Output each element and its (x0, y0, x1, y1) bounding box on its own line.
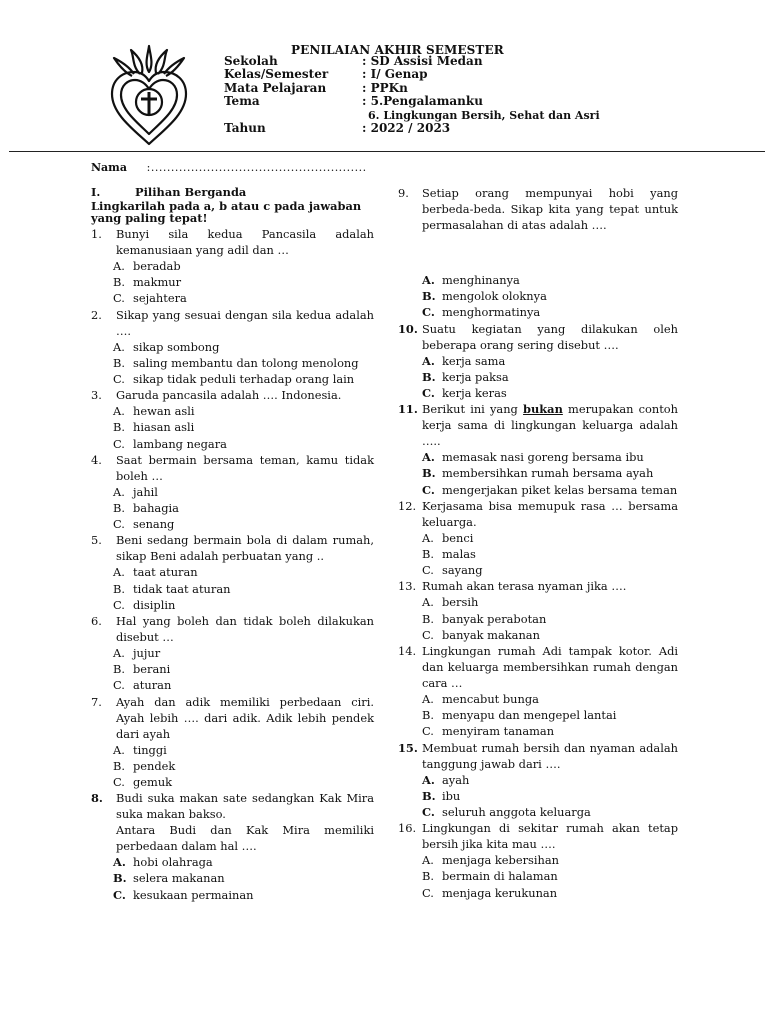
question (91, 226, 374, 258)
option-text: memasak nasi goreng bersama ibu (442, 450, 644, 465)
option-text: aturan (133, 678, 172, 693)
header-key: Tahun (224, 120, 266, 135)
question-text: Membuat rumah bersih dan nyaman adalah tanggung jawab dari …. (422, 740, 678, 771)
option-letter: C. (113, 887, 126, 902)
answer-option (398, 885, 678, 901)
answer-option (398, 530, 678, 546)
option-letter: C. (422, 805, 435, 820)
option-letter: B. (422, 611, 434, 626)
option-letter: A. (422, 353, 435, 368)
question (398, 185, 678, 233)
question (91, 613, 374, 645)
option-letter: B. (422, 289, 436, 304)
section-number: I. (91, 185, 101, 199)
option-letter: C. (422, 627, 434, 642)
question (398, 321, 678, 353)
answer-option (91, 419, 374, 435)
section-heading (91, 185, 374, 199)
answer-option (91, 484, 374, 500)
option-text: hewan asli (133, 404, 195, 419)
option-text: selera makanan (133, 871, 225, 886)
option-text: kerja sama (442, 353, 506, 368)
option-letter: C. (113, 291, 125, 306)
option-text: gemuk (133, 775, 173, 790)
option-text: saling membantu dan tolong menolong (133, 355, 359, 370)
option-letter: C. (422, 386, 435, 401)
option-text: mengolok oloknya (442, 289, 547, 304)
name-label: Nama (91, 161, 127, 174)
answer-option (398, 691, 678, 707)
answer-option (91, 403, 374, 419)
option-letter: B. (422, 708, 434, 723)
option-letter: A. (422, 692, 434, 707)
option-text: ibu (442, 788, 461, 803)
option-letter: A. (113, 855, 126, 870)
answer-option (398, 304, 678, 320)
right-column (398, 185, 678, 901)
question (91, 790, 374, 854)
answer-option (91, 870, 374, 886)
header-value: 6. Lingkungan Bersih, Sehat dan Asri (368, 108, 600, 122)
option-text: berani (133, 662, 171, 677)
option-text: seluruh anggota keluarga (442, 805, 591, 820)
option-letter: A. (422, 273, 435, 287)
option-letter: B. (422, 788, 436, 803)
option-text: menghinanya (442, 273, 520, 287)
question-text: Suatu kegiatan yang dilakukan oleh beberapa orang sering disebut …. (422, 321, 678, 352)
question-text: Sikap yang sesuai dengan sila kedua adalah …. (116, 307, 374, 338)
header-info (224, 55, 600, 135)
question-number: 15. (398, 740, 418, 755)
answer-option (398, 772, 678, 788)
option-letter: C. (113, 436, 125, 451)
header-value: : I/ Genap (362, 67, 428, 82)
answer-option (91, 436, 374, 452)
option-text: sejahtera (133, 291, 187, 306)
option-text: lambang negara (133, 436, 227, 451)
option-text: makmur (133, 275, 182, 290)
header-row (224, 82, 600, 95)
question-text: Setiap orang mempunyai hobi yang berbeda-beda. Sikap kita yang tepat untuk permasalahan di atas adalah …. (422, 186, 678, 232)
answer-option (398, 788, 678, 804)
answer-option (91, 677, 374, 693)
option-letter: C. (422, 724, 434, 739)
option-letter: C. (422, 482, 435, 497)
question-text: Lingkungan di sekitar rumah akan tetap bersih jika kita mau …. (422, 821, 678, 852)
option-letter: A. (113, 484, 125, 499)
answer-option (91, 371, 374, 387)
option-letter: A. (113, 259, 125, 273)
option-text: menghormatinya (442, 305, 541, 320)
question (91, 694, 374, 742)
option-letter: C. (113, 372, 125, 387)
answer-option (398, 562, 678, 578)
answer-option (398, 385, 678, 401)
section-title: Pilihan Berganda (135, 185, 247, 199)
school-logo-icon (104, 40, 194, 148)
question-number: 12. (398, 498, 417, 513)
option-letter: C. (422, 563, 434, 578)
question-text: Garuda pancasila adalah …. Indonesia. (116, 388, 342, 403)
answer-option (91, 516, 374, 532)
header-row (224, 95, 600, 108)
emphasis-word: bukan (523, 402, 563, 417)
question-text: Hal yang boleh dan tidak boleh dilakukan disebut … (116, 614, 374, 645)
option-text: bersih (442, 595, 479, 610)
answer-option (91, 887, 374, 903)
question (91, 387, 374, 403)
option-text: menjaga kerukunan (442, 885, 558, 900)
option-text: kerja keras (442, 386, 507, 401)
option-letter: B. (422, 869, 434, 884)
option-text: membersihkan rumah bersama ayah (442, 466, 654, 481)
option-letter: A. (422, 595, 434, 610)
option-letter: B. (113, 420, 125, 435)
option-letter: A. (422, 530, 434, 545)
answer-option (91, 581, 374, 597)
question-number: 10. (398, 321, 418, 336)
question-text: Lingkungan rumah Adi tampak kotor. Adi dan keluarga membersihkan rumah dengan cara … (422, 644, 678, 691)
header-row (224, 68, 600, 81)
option-text: kerja paksa (442, 369, 509, 384)
answer-option (91, 645, 374, 661)
left-column (91, 185, 374, 903)
answer-option (91, 564, 374, 580)
answer-option (91, 500, 374, 516)
option-letter: B. (113, 501, 125, 516)
answer-option (398, 465, 678, 481)
option-text: senang (133, 517, 175, 532)
option-letter: C. (113, 597, 125, 612)
answer-option (398, 852, 678, 868)
question (398, 740, 678, 772)
header-divider (9, 151, 765, 152)
option-text: menjaga kebersihan (442, 853, 559, 868)
option-letter: A. (422, 450, 435, 465)
question-text: Kerjasama bisa memupuk rasa … bersama keluarga. (422, 498, 678, 529)
question (91, 532, 374, 564)
question-number: 1. (91, 227, 102, 241)
answer-option (91, 597, 374, 613)
answer-option (91, 274, 374, 290)
question-number: 14. (398, 644, 417, 659)
question-number: 7. (91, 694, 102, 709)
option-text: sayang (442, 563, 483, 578)
answer-option (398, 353, 678, 369)
question (398, 820, 678, 852)
option-text: benci (442, 530, 474, 545)
option-text: pendek (133, 758, 176, 773)
question (398, 578, 678, 594)
option-text: sikap tidak peduli terhadap orang lain (133, 372, 355, 387)
answer-option (91, 774, 374, 790)
question-number: 6. (91, 614, 102, 629)
question-text: Saat bermain bersama teman, kamu tidak boleh … (116, 452, 374, 483)
answer-option (91, 854, 374, 870)
option-letter: A. (113, 404, 125, 419)
question-text: Berikut ini yang bukan merupakan contoh kerja sama di lingkungan keluarga adalah ….. (422, 402, 678, 449)
option-text: malas (442, 547, 476, 562)
answer-option (398, 272, 678, 288)
option-letter: B. (113, 758, 125, 773)
question (91, 452, 374, 484)
option-text: banyak makanan (442, 627, 540, 642)
blank-space (398, 233, 678, 272)
option-letter: C. (113, 678, 125, 693)
answer-option (398, 723, 678, 739)
option-text: bahagia (133, 501, 179, 516)
answer-option (398, 288, 678, 304)
instruction: Lingkarilah pada a, b atau c pada jawaban yang paling tepat! (91, 199, 362, 225)
option-letter: C. (422, 305, 435, 320)
option-letter: A. (113, 565, 125, 580)
option-letter: A. (422, 853, 434, 868)
option-letter: C. (422, 885, 434, 900)
header-row (224, 122, 600, 135)
answer-option (398, 627, 678, 643)
answer-option (398, 449, 678, 465)
answer-option (398, 868, 678, 884)
header-key: Sekolah (224, 54, 278, 68)
header-key: Kelas/Semester (224, 67, 329, 82)
name-dots: :...................................................... (146, 161, 367, 174)
answer-option (398, 546, 678, 562)
answer-option (398, 707, 678, 723)
option-text: hiasan asli (133, 420, 195, 435)
option-letter: A. (113, 646, 125, 661)
header-row (224, 109, 600, 122)
answer-option (91, 742, 374, 758)
option-letter: B. (113, 662, 125, 677)
option-letter: B. (422, 466, 436, 481)
answer-option (91, 758, 374, 774)
option-text: tinggi (133, 742, 167, 757)
option-letter: A. (113, 742, 125, 757)
question-number: 2. (91, 307, 102, 322)
option-letter: C. (113, 517, 125, 532)
question-number: 4. (91, 452, 102, 467)
header-row (224, 55, 600, 68)
answer-option (398, 482, 678, 498)
option-letter: B. (113, 275, 125, 290)
question-text: Budi suka makan sate sedangkan Kak Mira suka makan bakso. Antara Budi dan Kak Mira memiliki perbedaan dalam hal …. (116, 791, 374, 854)
header-value: : 2022 / 2023 (362, 120, 451, 135)
header-key: Mata Pelajaran (224, 80, 327, 95)
option-letter: A. (113, 339, 125, 354)
option-letter: C. (113, 775, 125, 790)
header-value: : PPKn (362, 80, 408, 95)
answer-option (398, 369, 678, 385)
option-text: taat aturan (133, 565, 198, 580)
option-letter: B. (422, 547, 434, 562)
question (398, 401, 678, 449)
header-value: : 5.Pengalamanku (362, 94, 483, 109)
question-text: Rumah akan terasa nyaman jika …. (422, 579, 627, 594)
option-text: tidak taat aturan (133, 581, 231, 596)
question-number: 8. (91, 791, 103, 806)
option-text: hobi olahraga (133, 855, 213, 870)
option-text: kesukaan permainan (133, 887, 254, 902)
question-text: Ayah dan adik memiliki perbedaan ciri. Ayah lebih …. dari adik. Adik lebih pendek dari ayah (116, 694, 374, 741)
question (398, 643, 678, 691)
question (398, 498, 678, 530)
option-letter: B. (113, 581, 125, 596)
answer-option (91, 661, 374, 677)
header-key (224, 109, 362, 122)
answer-option (398, 611, 678, 627)
option-text: beradab (133, 259, 181, 273)
question-number: 9. (398, 186, 409, 200)
option-text: mengerjakan piket kelas bersama teman (442, 482, 678, 497)
answer-option (91, 290, 374, 306)
option-text: jujur (133, 646, 161, 661)
option-letter: A. (422, 772, 435, 787)
answer-option (398, 594, 678, 610)
question (91, 307, 374, 339)
question-number: 5. (91, 533, 102, 548)
question-text: Bunyi sila kedua Pancasila adalah kemanusiaan yang adil dan … (116, 227, 374, 257)
question-number: 16. (398, 821, 417, 836)
header-value: : SD Assisi Medan (362, 54, 483, 68)
option-text: bermain di halaman (442, 869, 558, 884)
option-letter: B. (113, 871, 127, 886)
answer-option (91, 258, 374, 274)
name-field (91, 161, 367, 174)
answer-option (91, 339, 374, 355)
option-text: sikap sombong (133, 339, 220, 354)
question-number: 3. (91, 388, 102, 403)
option-letter: B. (113, 355, 125, 370)
header-key: Tema (224, 94, 260, 109)
option-text: disiplin (133, 597, 176, 612)
exam-title: PENILAIAN AKHIR SEMESTER (291, 43, 504, 57)
option-text: menyiram tanaman (442, 724, 555, 739)
option-letter: B. (422, 369, 436, 384)
question-number: 13. (398, 579, 417, 594)
option-text: ayah (442, 772, 470, 787)
option-text: jahil (133, 484, 158, 499)
question-number: 11. (398, 402, 418, 417)
option-text: mencabut bunga (442, 692, 539, 707)
answer-option (91, 355, 374, 371)
question-text: Beni sedang bermain bola di dalam rumah, sikap Beni adalah perbuatan yang .. (116, 533, 374, 564)
option-text: banyak perabotan (442, 611, 547, 626)
answer-option (398, 804, 678, 820)
option-text: menyapu dan mengepel lantai (442, 708, 617, 723)
